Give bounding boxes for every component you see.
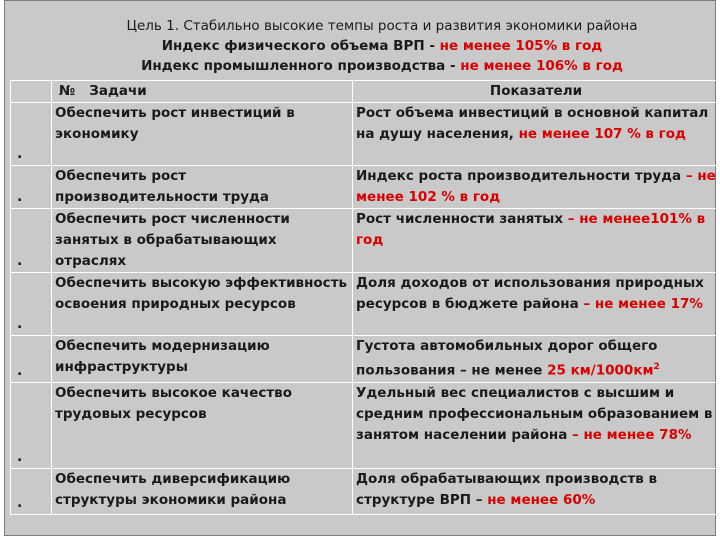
indicator-cell: Густота автомобильных дорог общего пользования – не менее 25 $км/1000км^2$ (353, 336, 720, 383)
table-row (11, 166, 720, 209)
row-number: . (11, 103, 52, 166)
column-header-indicators: Показатели (353, 81, 720, 103)
row-number: . (11, 382, 52, 468)
task-cell: Обеспечить модернизацию инфраструктуры (52, 336, 353, 383)
row-number: . (11, 209, 52, 273)
task-cell: Обеспечить рост численности занятых в обрабатывающих отраслях (52, 209, 353, 273)
goal-header (52, 16, 712, 76)
task-cell: Обеспечить рост инвестиций в экономику (52, 103, 353, 166)
row-number: . (11, 468, 52, 514)
table-row (11, 468, 720, 514)
table-header-row (11, 81, 720, 103)
task-cell: Обеспечить высокую эффективность освоения природных ресурсов (52, 273, 353, 336)
table-row (11, 273, 720, 336)
column-header-tasks: Задачи (89, 83, 147, 99)
table-row (11, 382, 720, 468)
indicator-cell: Рост объема инвестиций в основной капитал на душу населения, не менее 107 % в год (353, 103, 720, 166)
goal-title: Цель 1. Стабильно высокие темпы роста и развития экономики района (126, 18, 638, 34)
tasks-table (10, 80, 720, 515)
task-cell: Обеспечить рост производительности труда (52, 166, 353, 209)
row-number: . (11, 273, 52, 336)
indicator-cell: Индекс роста производительности труда – не менее 102 % в год (353, 166, 720, 209)
table-row (11, 209, 720, 273)
indicator-cell: Рост численности занятых – не менее101% в год (353, 209, 720, 273)
indicator-cell: Удельный вес специалистов с высшим и средним профессиональным образованием в занятом населении района – не менее 78% (353, 382, 720, 468)
indicator-cell: Доля доходов от использования природных ресурсов в бюджете района – не менее 17% (353, 273, 720, 336)
task-cell: Обеспечить диверсификацию структуры экономики района (52, 468, 353, 514)
industrial-index-line: Индекс промышленного производства - не менее 106% в год (141, 58, 623, 74)
task-cell: Обеспечить высокое качество трудовых ресурсов (52, 382, 353, 468)
table-row (11, 103, 720, 166)
row-number: . (11, 166, 52, 209)
column-header-number: № (59, 83, 76, 99)
indicator-cell: Доля обрабатывающих производств в структуре ВРП – не менее 60% (353, 468, 720, 514)
grp-index-line: Индекс физического объема ВРП - не менее 105% в год (161, 38, 603, 54)
table-row (11, 336, 720, 383)
row-number: . (11, 336, 52, 383)
